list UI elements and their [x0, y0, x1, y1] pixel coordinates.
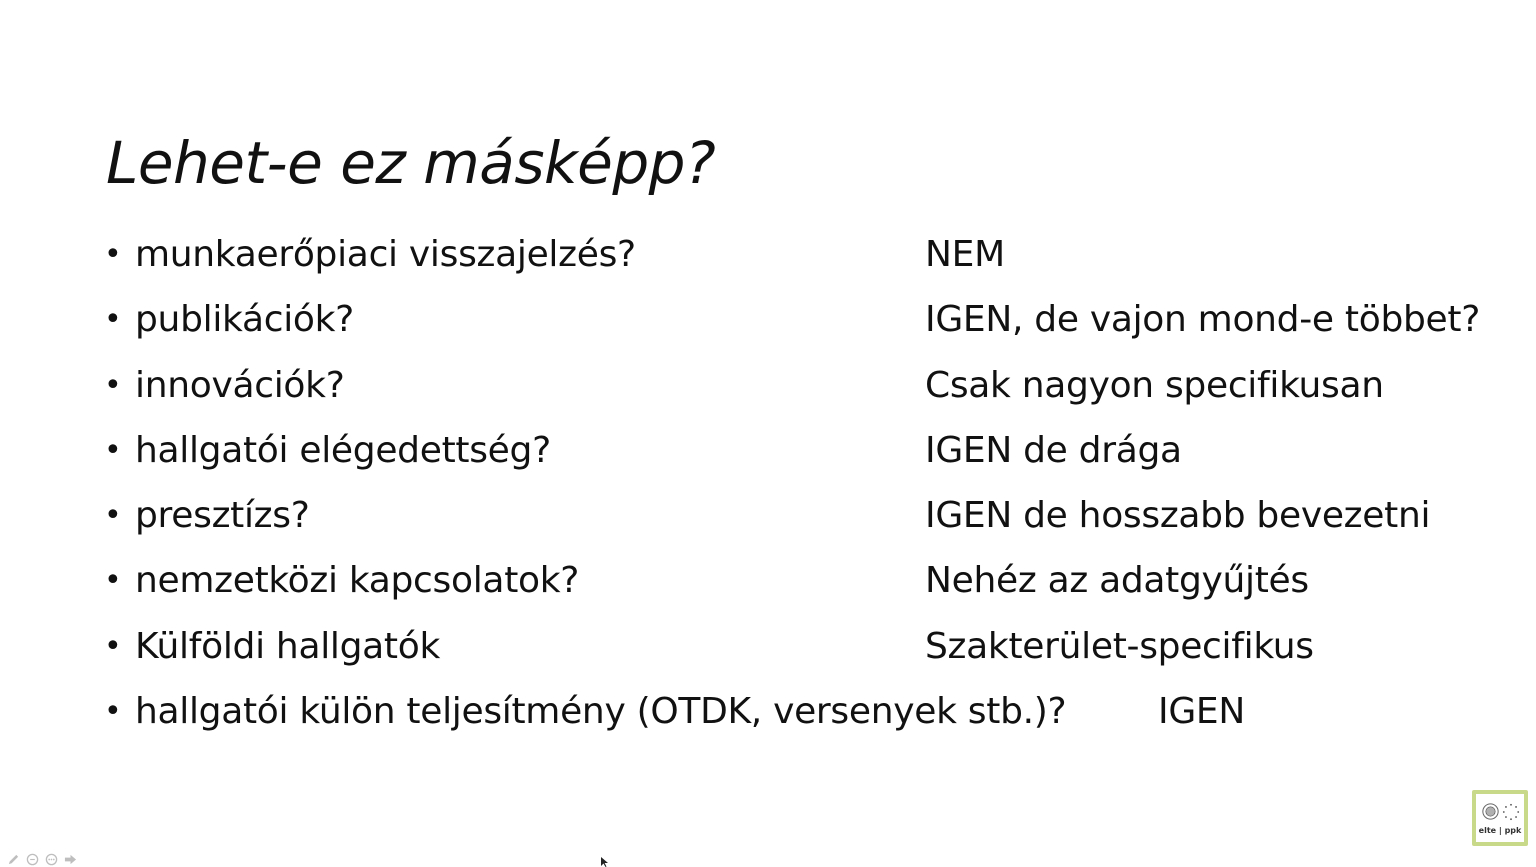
logo-text: elte | ppk [1478, 826, 1522, 835]
list-item [0, 614, 1536, 679]
question-text: nemzetközi kapcsolatok? [135, 560, 580, 602]
list-item [0, 353, 1536, 418]
question-text: presztízs? [135, 495, 310, 537]
list-item [0, 483, 1536, 548]
logo-panel [1476, 794, 1524, 842]
answer-text: IGEN de hosszabb bevezetni [925, 495, 1431, 537]
answer-text: Csak nagyon specifikusan [925, 364, 1384, 406]
question-text: hallgatói elégedettség? [135, 429, 551, 471]
answer-text: NEM [925, 234, 1005, 275]
answer-text: IGEN, de vajon mond-e többet? [925, 299, 1481, 341]
answer-text: Nehéz az adatgyűjtés [925, 560, 1309, 602]
answer-text: Szakterület-specifikus [925, 625, 1314, 667]
zoom-icon[interactable] [25, 853, 39, 867]
mouse-cursor-icon [601, 857, 609, 867]
list-item [0, 287, 1536, 352]
slide-title: Lehet-e ez másképp? [106, 128, 716, 197]
list-item [0, 222, 1536, 287]
bullet-glyph: • [104, 498, 122, 534]
bullet-glyph: • [104, 432, 122, 468]
question-text: hallgatói külön teljesítmény (OTDK, versenyek stb.)? [135, 691, 1067, 733]
question-text: publikációk? [135, 299, 354, 341]
seal-icon [1482, 803, 1499, 820]
bullet-list [0, 222, 1536, 744]
bullet-glyph: • [104, 628, 122, 664]
bullet-glyph: • [104, 563, 122, 599]
list-item [0, 418, 1536, 483]
elte-ppk-logo [1472, 790, 1528, 846]
question-text: munkaerőpiaci visszajelzés? [135, 234, 636, 275]
bullet-glyph: • [104, 694, 122, 730]
bullet-glyph: • [104, 367, 122, 403]
pen-icon[interactable] [6, 853, 20, 867]
next-icon[interactable] [63, 853, 77, 867]
slideshow-toolbar [6, 852, 77, 867]
stars-ring-icon [1502, 803, 1520, 821]
answer-text: IGEN de drága [925, 429, 1182, 471]
list-item [0, 679, 1536, 744]
answer-text: IGEN [1158, 691, 1245, 733]
question-text: Külföldi hallgatók [135, 625, 441, 667]
question-text: innovációk? [135, 364, 345, 406]
list-item [0, 548, 1536, 613]
bullet-glyph: • [104, 237, 122, 272]
bullet-glyph: • [104, 302, 122, 338]
more-icon[interactable] [44, 853, 58, 867]
